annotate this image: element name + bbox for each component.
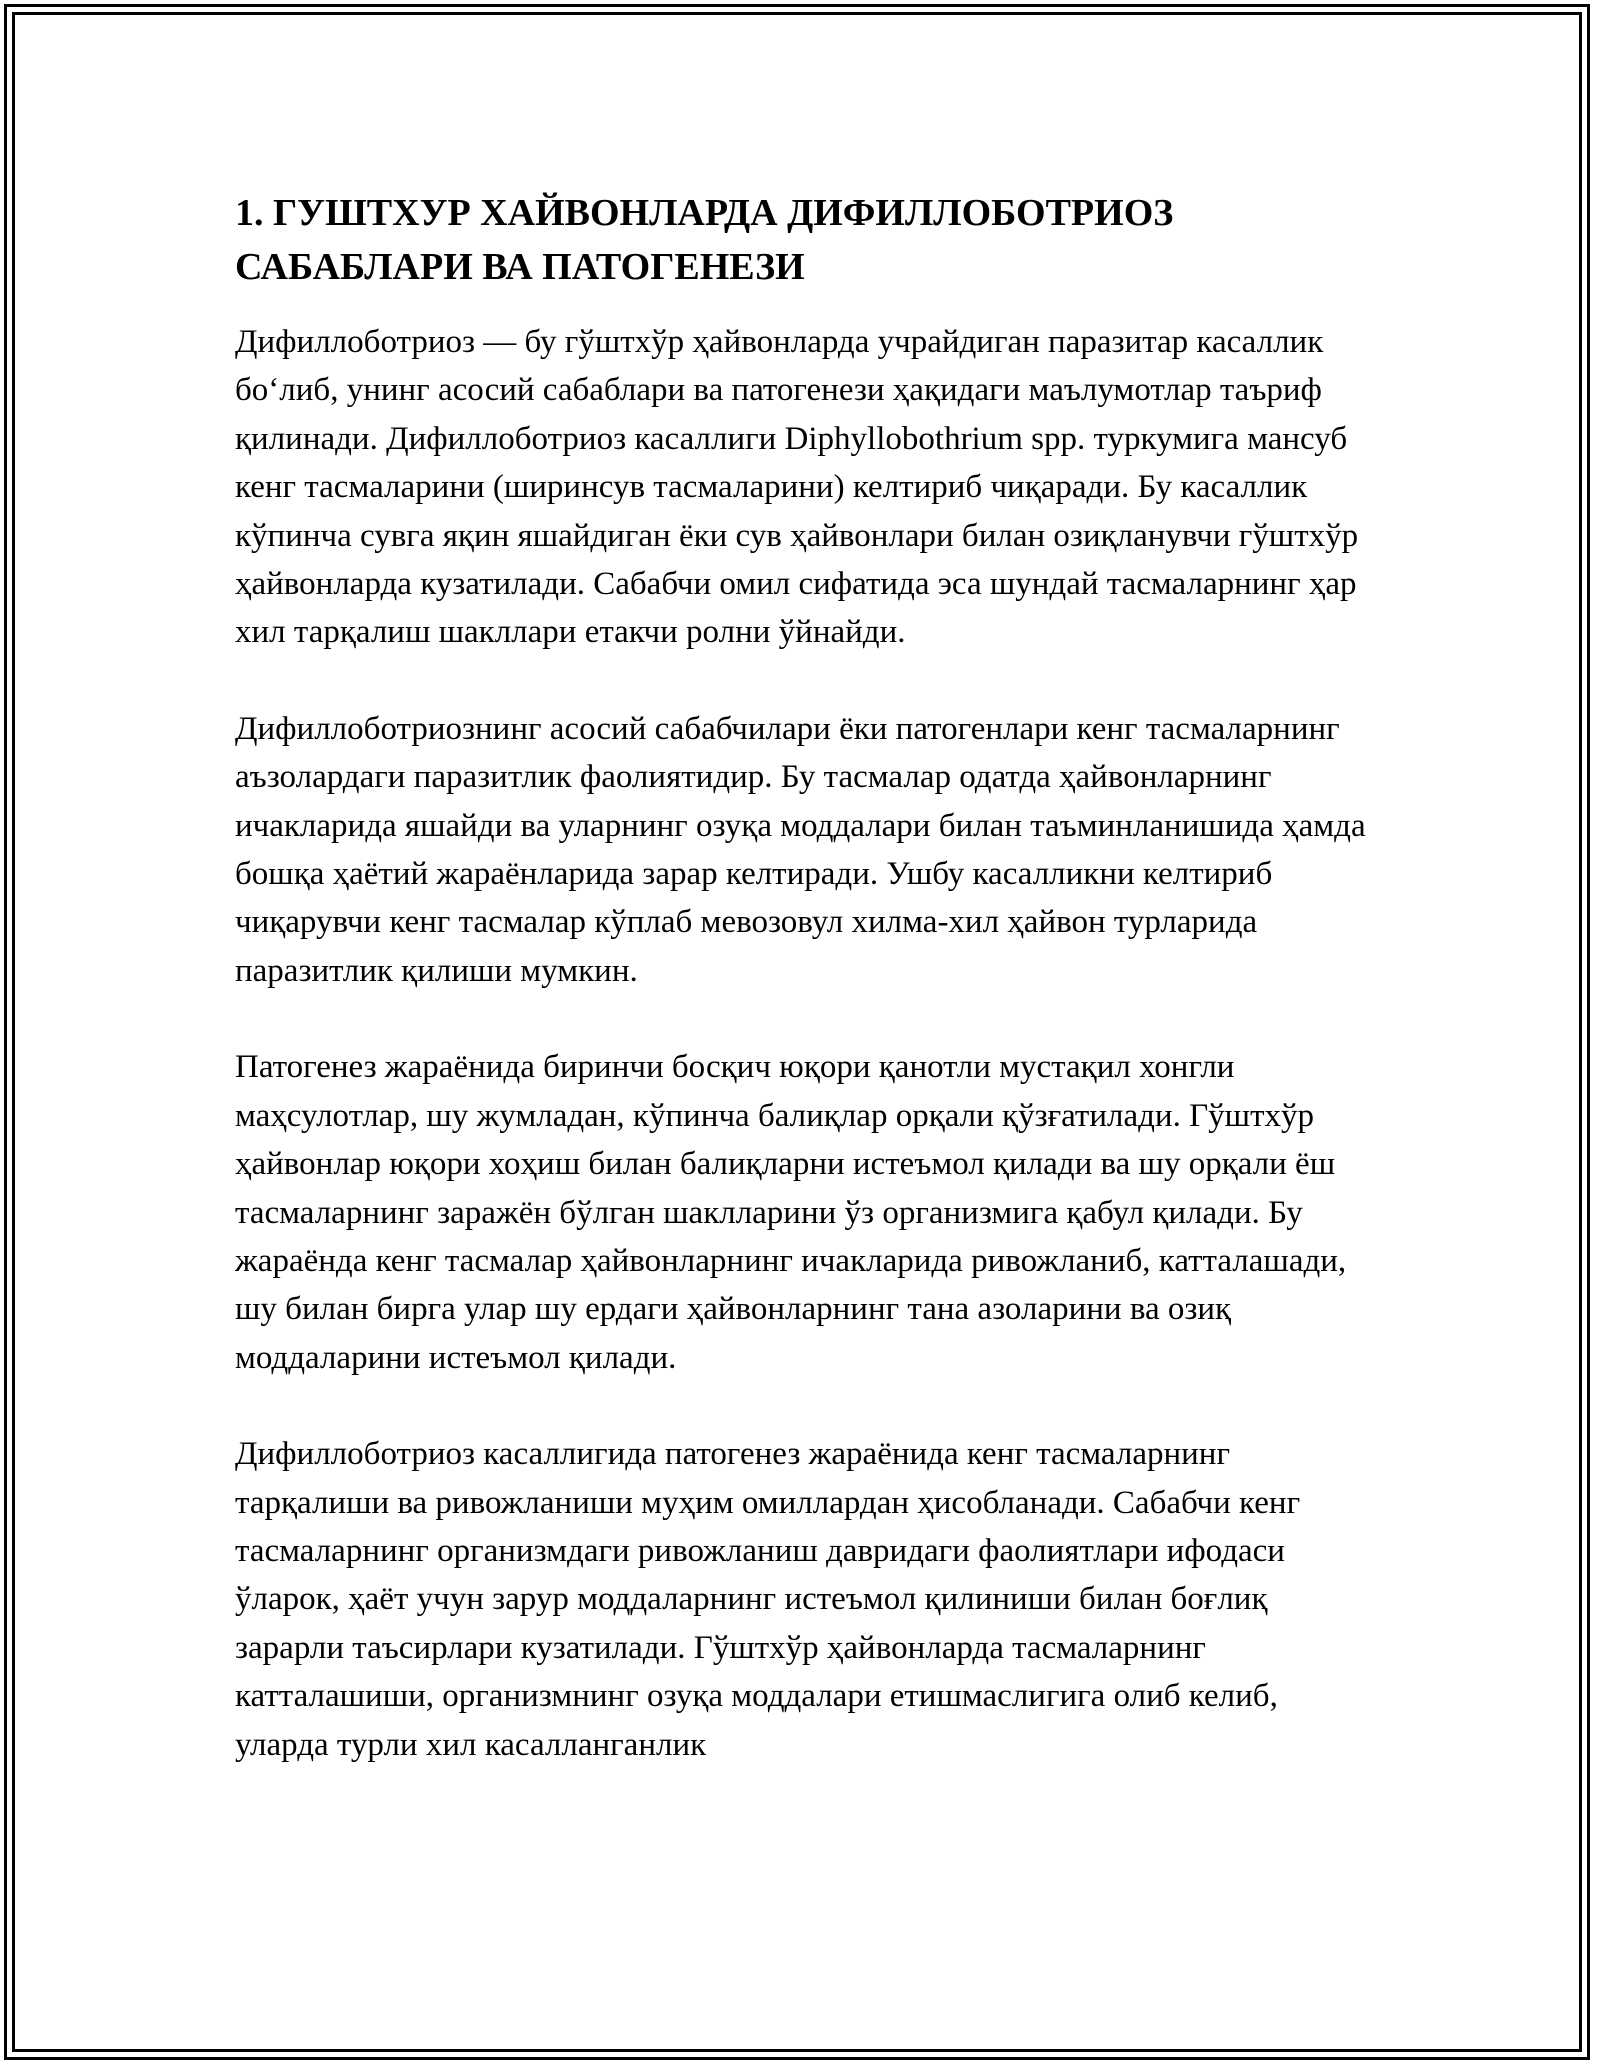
section-title bbox=[235, 186, 1375, 294]
section-title-line-2: САБАБЛАРИ ВА ПАТОГЕНЕЗИ bbox=[235, 246, 805, 288]
paragraph-1: Дифиллоботриоз — бу гўштхўр ҳайвонларда учрайдиган паразитар касаллик бо‘либ, унинг асосий сабаблари ва патогенези ҳақидаги маълумотлар таъриф қилинади. Дифиллоботриоз касаллиги Diphyllobothrium spp. туркумига мансуб кенг тасмаларини (ширинсув тасмаларини) келтириб чиқаради. Бу касаллик кўпинча сувга яқин яшайдиган ёки сув ҳайвонлари билан озиқланувчи гўштхўр ҳайвонларда кузатилади. Сабабчи омил сифатида эса шундай тасмаларнинг ҳар хил тарқалиш шакллари етакчи ролни ўйнайди. bbox=[235, 324, 1359, 651]
document-body bbox=[235, 186, 1375, 1769]
paragraph-4: Дифиллоботриоз касаллигида патогенез жараёнида кенг тасмаларнинг тарқалиши ва ривожланиши муҳим омиллардан ҳисобланади. Сабабчи кенг тасмаларнинг организмдаги ривожланиш давридаги фаолиятлари ифодаси ўларок, ҳаёт учун зарур моддаларнинг истеъмол қилиниши билан боғлиқ зарарли таъсирлари кузатилади. Гўштхўр ҳайвонларда тасмаларнинг катталашиши, организмнинг озуқа моддалари етишмаслигига олиб келиб, уларда турли хил касалланганлик bbox=[235, 1436, 1301, 1763]
section-title-line-1: 1. ГУШТХУР ХАЙВОНЛАРДА ДИФИЛЛОБОТРИОЗ bbox=[235, 192, 1174, 234]
paragraph-2: Дифиллоботриознинг асосий сабабчилари ёки патогенлари кенг тасмаларнинг аъзолардаги паразитлик фаолиятидир. Бу тасмалар одатда ҳайвонларнинг ичакларида яшайди ва уларнинг озуқа моддалари билан таъминланишида ҳамда бошқа ҳаётий жараёнларида зарар келтиради. Ушбу касалликни келтириб чиқарувчи кенг тасмалар кўплаб мевозовул хилма-хил ҳайвон турларида паразитлик қилиши мумкин. bbox=[235, 710, 1366, 989]
paragraph-3: Патогенез жараёнида биринчи босқич юқори қанотли мустақил хонгли маҳсулотлар, шу жумладан, кўпинча балиқлар орқали қўзғатилади. Гўштхўр ҳайвонлар юқори хоҳиш билан балиқларни истеъмол қилади ва шу орқали ёш тасмаларнинг заражён бўлган шаклларини ўз организмига қабул қилади. Бу жараёнда кенг тасмалар ҳайвонларнинг ичакларида ривожланиб, катталашади, шу билан бирга улар шу ердаги ҳайвонларнинг тана азоларини ва озиқ моддаларини истеъмол қилади. bbox=[235, 1049, 1347, 1376]
